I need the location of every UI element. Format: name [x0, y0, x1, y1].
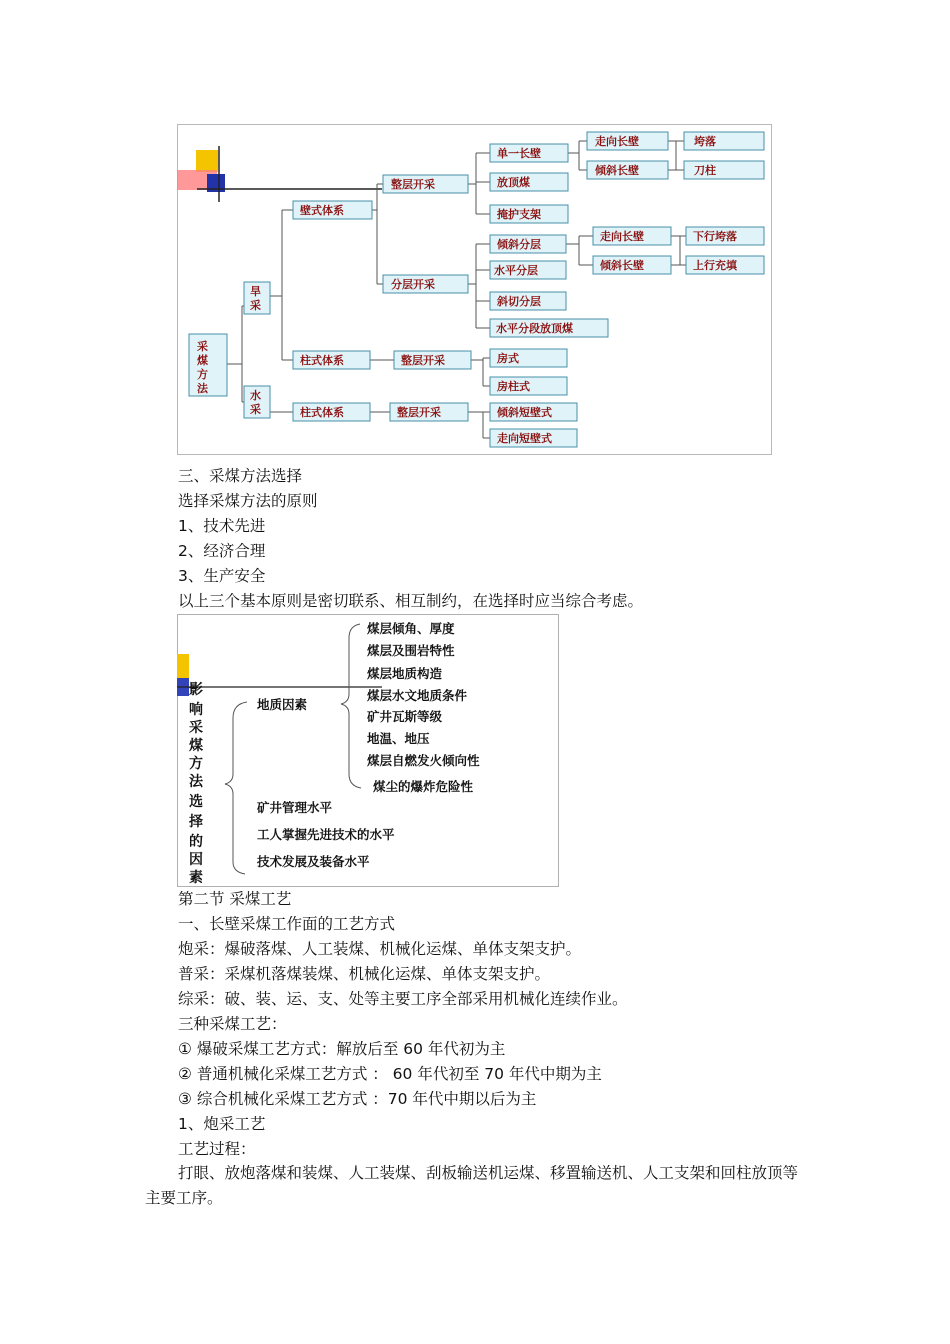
box-zhushi-2 [293, 403, 370, 421]
svg-text:法: 法 [189, 774, 203, 790]
svg-text:放顶煤: 放顶煤 [497, 176, 530, 189]
box-fenceng [383, 275, 468, 293]
box-daozhu [684, 161, 764, 179]
geo-item-4: 煤层水文地质条件 [367, 688, 468, 703]
svg-text:单一长壁: 单一长壁 [497, 147, 541, 160]
svg-text:走向长壁: 走向长壁 [600, 230, 644, 243]
other-factor-2: 工人掌握先进技术的水平 [257, 827, 395, 842]
svg-text:采: 采 [197, 340, 208, 353]
box-shuiping-fd [490, 319, 608, 337]
geo-item-7: 煤层自燃发火倾向性 [367, 753, 480, 768]
svg-text:水: 水 [250, 389, 261, 402]
box-kualuo [684, 132, 764, 150]
svg-text:分层开采: 分层开采 [391, 278, 435, 291]
zong-cai-line: 综采：破、装、运、支、处等主要工序全部采用机械化连续作业。 [178, 990, 628, 1008]
box-xiegie-fc [490, 292, 566, 310]
svg-text:素: 素 [189, 870, 203, 886]
section-2-heading: 第二节 采煤工艺 [178, 890, 292, 908]
box-zhushi-1 [293, 351, 370, 369]
mining-methods-diagram [177, 124, 772, 455]
svg-text:房式: 房式 [497, 352, 519, 365]
box-xiaxing [686, 227, 764, 245]
vertical-title [188, 681, 204, 886]
section-heading-selection: 三、采煤方法选择 [178, 467, 303, 485]
box-zouxiang-cb-2 [593, 227, 671, 245]
pu-cai-line: 普采：采煤机落煤装煤、机械化运煤、单体支架支护。 [178, 965, 551, 983]
svg-text:斜切分层: 斜切分层 [497, 295, 541, 308]
other-factor-1: 矿井管理水平 [257, 800, 333, 815]
subsection-heading: 一、长壁采煤工作面的工艺方式 [178, 915, 396, 933]
svg-text:选: 选 [189, 794, 203, 810]
svg-text:壁式体系: 壁式体系 [300, 204, 344, 217]
pao-cai-heading: 1、炮采工艺 [178, 1115, 266, 1133]
svg-text:旱: 旱 [250, 285, 261, 298]
other-factor-3: 技术发展及装备水平 [257, 854, 370, 869]
svg-text:倾斜长壁: 倾斜长壁 [600, 259, 644, 272]
box-qingxie-dbs [490, 403, 577, 421]
principle-1: 1、技术先进 [178, 517, 266, 535]
svg-text:的: 的 [189, 834, 203, 850]
geo-item-5: 矿井瓦斯等级 [367, 709, 443, 724]
principle-2: 2、经济合理 [178, 542, 266, 560]
root-node [189, 334, 227, 396]
svg-text:整层开采: 整层开采 [401, 354, 445, 367]
svg-text:采: 采 [250, 403, 261, 416]
pao-cai-line: 炮采：爆破落煤、人工装煤、机械化运煤、单体支架支护。 [178, 940, 582, 958]
process-3: ③ 综合机械化采煤工艺方式 ：70 年代中期以后为主 [178, 1090, 537, 1108]
svg-text:刀柱: 刀柱 [694, 164, 716, 177]
box-zouxiang-dbs [490, 429, 577, 447]
box-yanhu [490, 205, 568, 223]
svg-text:倾斜分层: 倾斜分层 [497, 238, 541, 251]
svg-text:煤: 煤 [197, 354, 208, 367]
svg-text:法: 法 [197, 382, 208, 395]
process-paragraph: 打眼、放炮落煤和装煤、人工装煤、刮板输送机运煤、移置输送机、人工支架和回柱放顶等主要工序。 [145, 1164, 799, 1207]
svg-text:整层开采: 整层开采 [397, 406, 441, 419]
box-bishi [293, 201, 372, 219]
geo-item-6: 地温、地压 [367, 731, 430, 746]
box-fangzhushi [490, 377, 567, 395]
svg-text:择: 择 [189, 814, 203, 830]
box-shangxing [686, 256, 764, 274]
box-danyi [490, 144, 568, 162]
principle-3: 3、生产安全 [178, 567, 266, 585]
svg-text:煤: 煤 [189, 738, 203, 754]
dry-mining-node [244, 282, 270, 314]
svg-text:水平分段放顶煤: 水平分段放顶煤 [496, 322, 573, 335]
svg-text:方: 方 [189, 756, 203, 772]
process-2: ② 普通机械化采煤工艺方式 ： 60 年代初至 70 年代中期为主 [178, 1065, 602, 1083]
factors-diagram [177, 614, 559, 887]
process-label: 工艺过程： [178, 1140, 256, 1158]
principles-heading: 选择采煤方法的原则 [178, 492, 318, 510]
box-zhengceng-3 [390, 403, 468, 421]
svg-text:下行垮落: 下行垮落 [693, 230, 737, 243]
svg-text:影: 影 [189, 682, 203, 698]
box-zouxiang-cb-1 [587, 132, 668, 150]
box-qingxie-cb-1 [587, 161, 668, 179]
svg-text:水平分层: 水平分层 [494, 264, 538, 277]
svg-text:上行充填: 上行充填 [693, 259, 737, 272]
principles-summary: 以上三个基本原则是密切联系、相互制约，在选择时应当综合考虑。 [178, 592, 644, 610]
three-processes-heading: 三种采煤工艺： [178, 1015, 287, 1033]
svg-text:方: 方 [197, 368, 208, 381]
svg-text:房柱式: 房柱式 [497, 380, 530, 393]
box-fangding [490, 173, 568, 191]
svg-text:整层开采: 整层开采 [391, 178, 435, 191]
geo-factor-label: 地质因素 [257, 697, 308, 712]
box-qingxie-fc [490, 235, 566, 253]
svg-text:因: 因 [189, 852, 203, 868]
geo-item-8: 煤尘的爆炸危险性 [373, 779, 474, 794]
svg-text:柱式体系: 柱式体系 [300, 354, 344, 367]
box-zhengceng-2 [394, 351, 471, 369]
box-fangshi [490, 349, 567, 367]
svg-text:走向短壁式: 走向短壁式 [497, 432, 552, 445]
svg-text:柱式体系: 柱式体系 [300, 406, 344, 419]
svg-text:走向长壁: 走向长壁 [595, 135, 639, 148]
box-shuiping-fc [490, 261, 566, 279]
svg-text:掩护支架: 掩护支架 [497, 208, 541, 221]
svg-text:垮落: 垮落 [694, 135, 716, 148]
box-zhengceng-1 [383, 175, 468, 193]
svg-text:采: 采 [250, 299, 261, 312]
geo-item-3: 煤层地质构造 [367, 666, 443, 681]
svg-text:响: 响 [189, 702, 203, 718]
svg-text:倾斜短壁式: 倾斜短壁式 [497, 406, 552, 419]
svg-text:倾斜长壁: 倾斜长壁 [595, 164, 639, 177]
process-1: ① 爆破采煤工艺方式：解放后至 60 年代初为主 [178, 1040, 506, 1058]
svg-text:采: 采 [189, 720, 203, 736]
geo-item-1: 煤层倾角、厚度 [367, 621, 455, 636]
hydraulic-mining-node [244, 386, 270, 418]
geo-item-2: 煤层及围岩特性 [367, 643, 455, 658]
box-qingxie-cb-2 [593, 256, 671, 274]
